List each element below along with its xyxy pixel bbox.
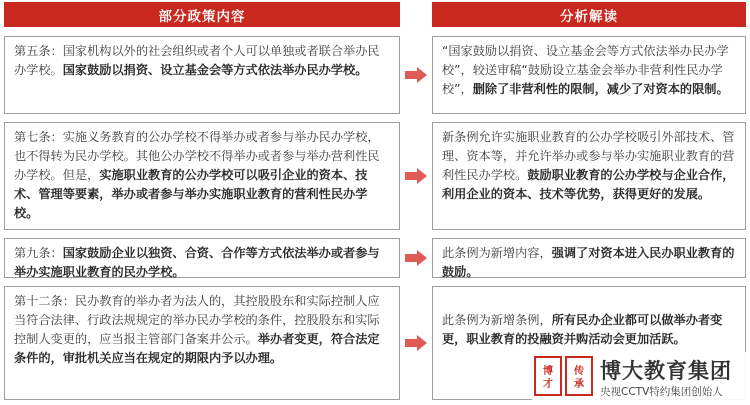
policy-text: 第九条： [14, 246, 63, 260]
brand-name: 博大教育集团 [600, 359, 732, 383]
right-arrow-icon [405, 335, 427, 351]
analysis-text: 此条例为新增条例， [442, 313, 552, 327]
right-arrow-icon [405, 67, 427, 83]
brand-tagline: 央视CCTV特约集团创始人 [600, 386, 723, 398]
policy-text: 第七条：实施义务教育的公办学校不得举办或者参与举办民办学校，也不得转为民办学校。其他公办学校不得举办或者参与举办营利性民办学校。但是， [14, 130, 380, 182]
policy-text-bold: 举办者变更，符合法定条件的，审批机关应当在规定的期限内予以办理。 [14, 332, 380, 365]
seal-stamp-left [534, 356, 562, 396]
right-arrow-icon [405, 168, 427, 184]
analysis-box-article-9 [432, 238, 746, 278]
analysis-text-bold: 删除了非营利性的限制，减少了对资本的限制。 [472, 82, 729, 96]
analysis-text: 此条例为新增内容， [442, 246, 552, 260]
policy-text-bold: 国家鼓励企业以独资、合资、合作等方式依法举办或者参与举办实施职业教育的民办学校。 [14, 246, 380, 279]
policy-box-article-9 [4, 238, 400, 278]
analysis-box-article-7 [432, 122, 746, 230]
analysis-box-article-5 [432, 36, 746, 114]
policy-box-article-12 [4, 286, 400, 400]
analysis-text: 新条例允许实施职业教育的公办学校吸引外部技术、管理、资本等，并允许举办或参与举办实施职业教育的营利性民办学校。 [442, 130, 735, 182]
policy-text: 第五条：国家机构以外的社会组织或者个人可以单独或者联合举办民办学校。 [14, 44, 380, 77]
brand-watermark [532, 352, 746, 402]
policy-box-article-5 [4, 36, 400, 114]
analysis-text-bold: 强调了对资本进入民办职业教育的鼓励。 [442, 246, 735, 279]
policy-text: 第十二条：民办教育的举办者为法人的，其控股股东和实际控制人应当符合法律、行政法规规定的举办民办学校的条件，控股股东和实际控制人变更的，应当报主管部门备案并公示。 [14, 294, 380, 346]
right-arrow-icon [405, 250, 427, 266]
analysis-text-bold: 所有民办企业都可以做举办者变更，职业教育的投融资并购活动会更加活跃。 [442, 313, 723, 346]
seal-text-right: 传 承 [574, 366, 584, 390]
analysis-text-bold: 鼓励职业教育的公办学校与企业合作，利用企业的资本、技术等优势，获得更好的发展。 [442, 168, 735, 201]
seal-text-left: 博 才 [543, 366, 553, 390]
policy-box-article-7 [4, 122, 400, 230]
analysis-column-header: 分析解读 [432, 2, 746, 27]
analysis-text: “国家鼓励以捐资、设立基金会等方式依法举办民办学校”，较送审稿“鼓励设立基金会举办非营利性民办学校”， [442, 44, 729, 96]
policy-text-bold: 实施职业教育的公办学校可以吸引企业的资本、技术、管理等要素，举办或者参与举办实施职业教育的营利性民办学校。 [14, 168, 368, 220]
policy-text-bold: 国家鼓励以捐资、设立基金会等方式依法举办民办学校。 [62, 63, 368, 77]
policy-column-header: 部分政策内容 [4, 2, 400, 27]
seal-stamp-right [565, 356, 593, 396]
